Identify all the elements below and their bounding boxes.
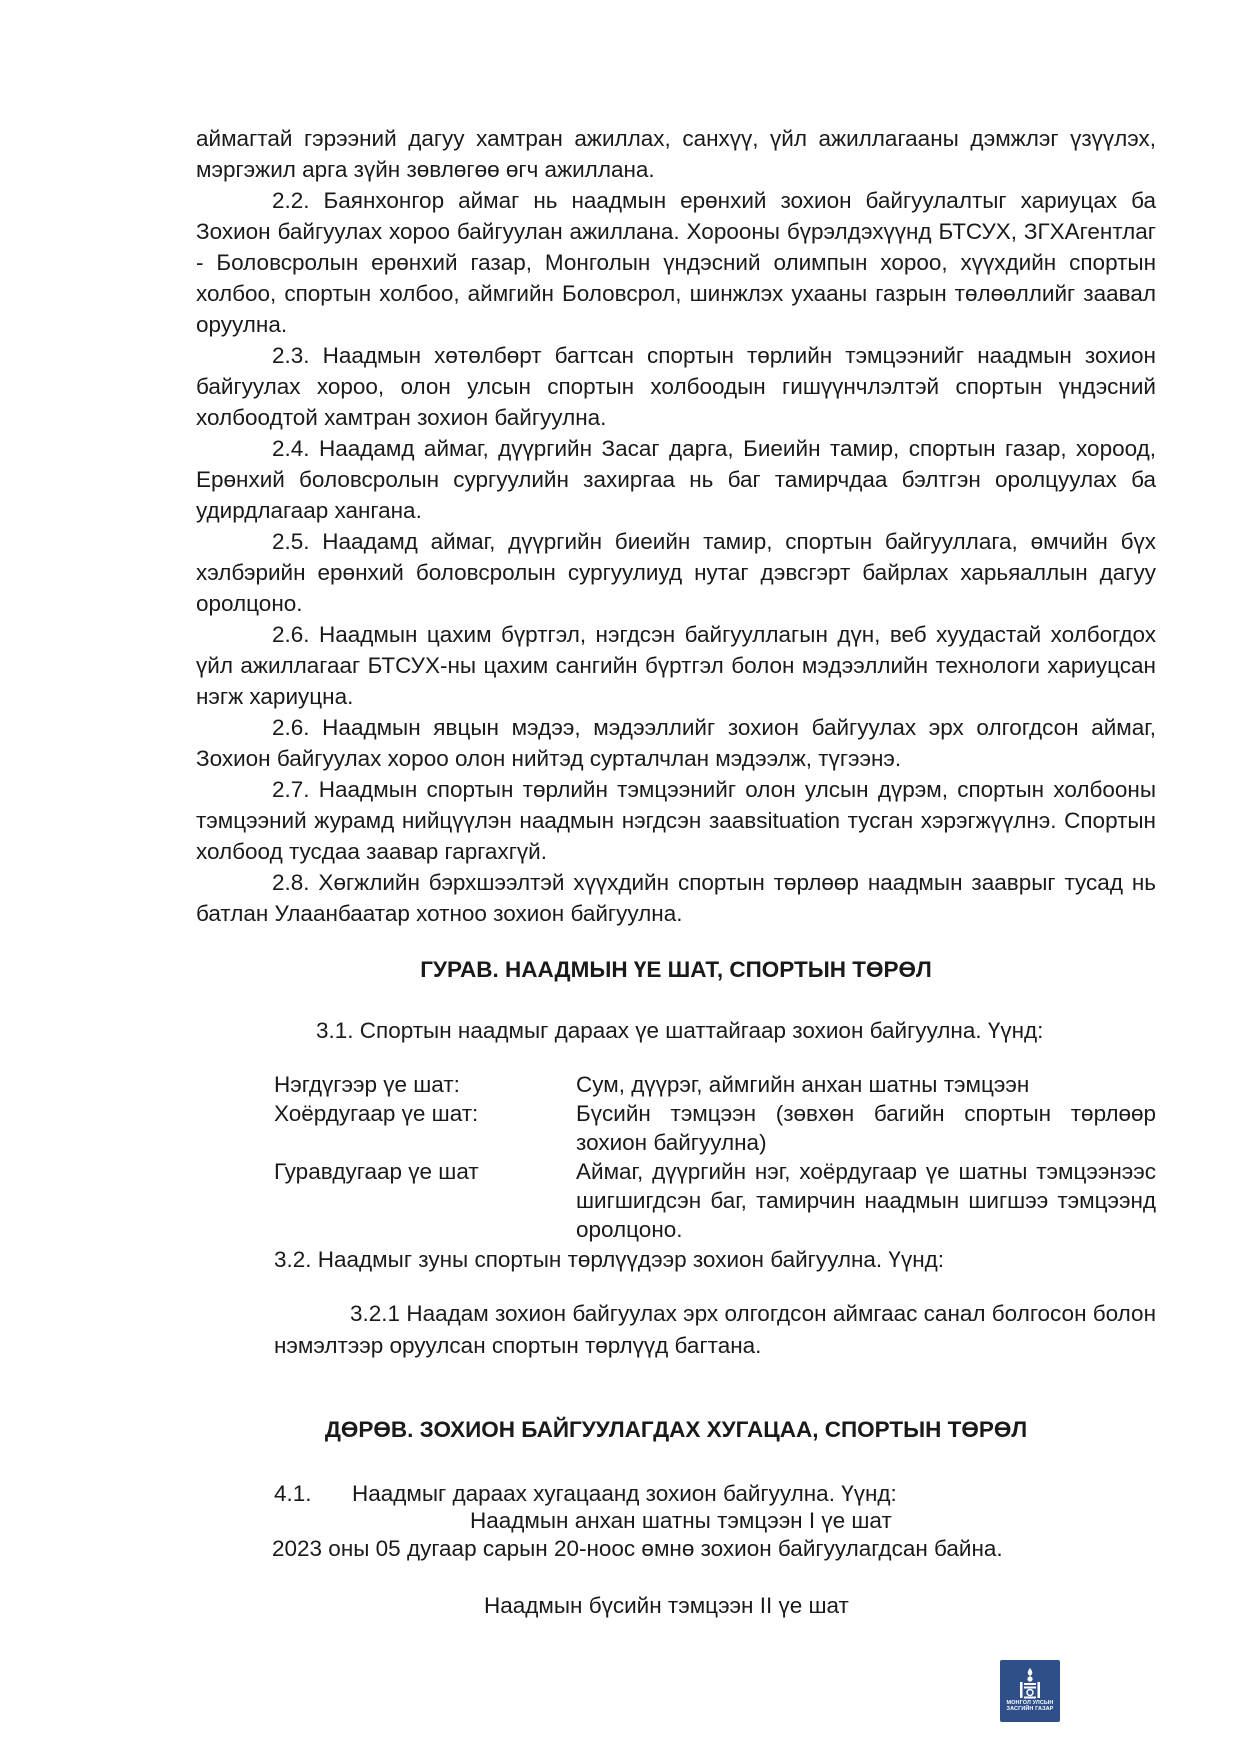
paragraph-2-6b: 2.6. Наадмын явцын мэдээ, мэдээллийг зохион байгуулах эрх олгогдсон аймаг, Зохион байгуулах хороо олон нийтэд сурталчлан мэдээлж, түгээнэ. <box>196 715 1156 771</box>
stage-row <box>274 1099 1156 1157</box>
section-4-heading: ДӨРӨВ. ЗОХИОН БАЙГУУЛАГДАХ ХУГАЦАА, СПОРТЫН ТӨРӨЛ <box>324 1417 1028 1442</box>
paragraph-2-4: 2.4. Наадамд аймаг, дүүргийн Засаг дарга, Биеийн тамир, спортын газар, хороод, Ерөнхий боловсролын сургуулийн захиргаа нь баг тамирчдаа бэлтгэн оролцуулах ба удирдлагаар хангана. <box>196 436 1156 523</box>
stage-label: Нэгдүгээр үе шат: <box>274 1072 460 1097</box>
paragraph-2-8: 2.8. Хөгжлийн бэрхшээлтэй хүүхдийн спортын төрлөөр наадмын зааврыг тусад нь батлан Улаанбаатар хотноо зохион байгуулна. <box>196 870 1156 926</box>
paragraph-2-2: 2.2. Баянхонгор аймаг нь наадмын ерөнхий зохион байгуулалтыг хариуцах ба Зохион байгуулах хороо байгуулан ажиллана. Хорооны бүрэлдэхүүнд БТСУХ, ЗГХАгентлаг - Боловсролын ерөнхий газар, Монголын үндэсний олимпын хороо, хүүхдийн спортын холбоо, спортын холбоо, аймгийн Боловсрол, шинжлэх ухааны газрын төлөөллийг заавал оруулна. <box>196 188 1156 337</box>
government-seal <box>1000 1660 1060 1722</box>
stage-label: Гуравдугаар үе шат <box>274 1159 479 1184</box>
stages-table <box>274 1070 1156 1244</box>
stage-description: Бүсийн тэмцээн (зөвхөн багийн спортын төрлөөр зохион байгуулна) <box>576 1101 1156 1155</box>
seal-text-line2: ЗАСГИЙН ГАЗАР <box>1006 1706 1054 1712</box>
paragraph-intro: аймагтай гэрээний дагуу хамтран ажиллах, санхүү, үйл ажиллагааны дэмжлэг үзүүлэх, мэргэжил арга зүйн зөвлөгөө өгч ажиллана. <box>196 126 1156 182</box>
stage-description: Аймаг, дүүргийн нэг, хоёрдугаар үе шатны тэмцээнээс шигшигдсэн баг, тамирчин наадмын шигшээ тэмцээнд оролцоно. <box>576 1159 1156 1242</box>
stage-1-title: Наадмын анхан шатны тэмцээн I үе шат <box>470 1508 892 1533</box>
stage-row <box>274 1070 1156 1099</box>
stage-description: Сум, дүүрэг, аймгийн анхан шатны тэмцээн <box>576 1072 1030 1097</box>
paragraph-2-6a: 2.6. Наадмын цахим бүртгэл, нэгдсэн байгууллагын дүн, веб хуудастай холбогдох үйл ажиллагааг БТСУХ-ны цахим сангийн бүртгэл болон мэдээллийн технологи хариуцсан нэгж хариуцна. <box>196 622 1156 709</box>
paragraph-3-2-1: 3.2.1 Наадам зохион байгуулах эрх олгогдсон аймгаас санал болгосон болон нэмэлтээр оруулсан спортын төрлүүд багтана. <box>274 1301 1156 1358</box>
paragraph-2-5: 2.5. Наадамд аймаг, дүүргийн биеийн тамир, спортын байгууллага, өмчийн бүх хэлбэрийн ерөнхий боловсролын сургуулиуд нутаг дэвсгэрт байрлах харьяаллын дагуу оролцоно. <box>196 529 1156 616</box>
section-3-heading: ГУРАВ. НААДМЫН ҮЕ ШАТ, СПОРТЫН ТӨРӨЛ <box>420 957 932 982</box>
paragraph-4-1: Наадмыг дараах хугацаанд зохион байгуулна. Үүнд: <box>352 1481 897 1506</box>
paragraph-2-3: 2.3. Наадмын хөтөлбөрт багтсан спортын төрлийн тэмцээнийг наадмын зохион байгуулах хороо, олон улсын спортын холбоодын гишүүнчлэлтэй спортын үндэсний холбоодтой хамтран зохион байгуулна. <box>196 343 1156 430</box>
paragraph-2-7: 2.7. Наадмын спортын төрлийн тэмцээнийг олон улсын дүрэм, спортын холбооны тэмцээний журамд нийцүүлэн наадмын нэгдсэн заавsituation тусган хэрэгжүүлнэ. Спортын холбоод тусдаа заавар гаргахгүй. <box>196 777 1156 864</box>
paragraph-4-1-number: 4.1. <box>274 1481 312 1506</box>
section-2-body <box>196 123 1156 929</box>
stage-row <box>274 1157 1156 1244</box>
paragraph-3-1: 3.1. Спортын наадмыг дараах үе шаттайгаар зохион байгуулна. Үүнд: <box>316 1018 1044 1043</box>
soyombo-icon <box>1015 1666 1045 1700</box>
paragraph-3-2: 3.2. Наадмыг зуны спортын төрлүүдээр зохион байгуулна. Үүнд: <box>274 1247 945 1272</box>
seal-text-line1: МОНГОЛ УЛСЫН <box>1006 1700 1054 1706</box>
stage-1-date: 2023 оны 05 дугаар сарын 20-ноос өмнө зохион байгуулагдсан байна. <box>272 1536 1003 1561</box>
stage-2-title: Наадмын бүсийн тэмцээн II үе шат <box>484 1593 849 1618</box>
stage-label: Хоёрдугаар үе шат: <box>274 1101 479 1126</box>
